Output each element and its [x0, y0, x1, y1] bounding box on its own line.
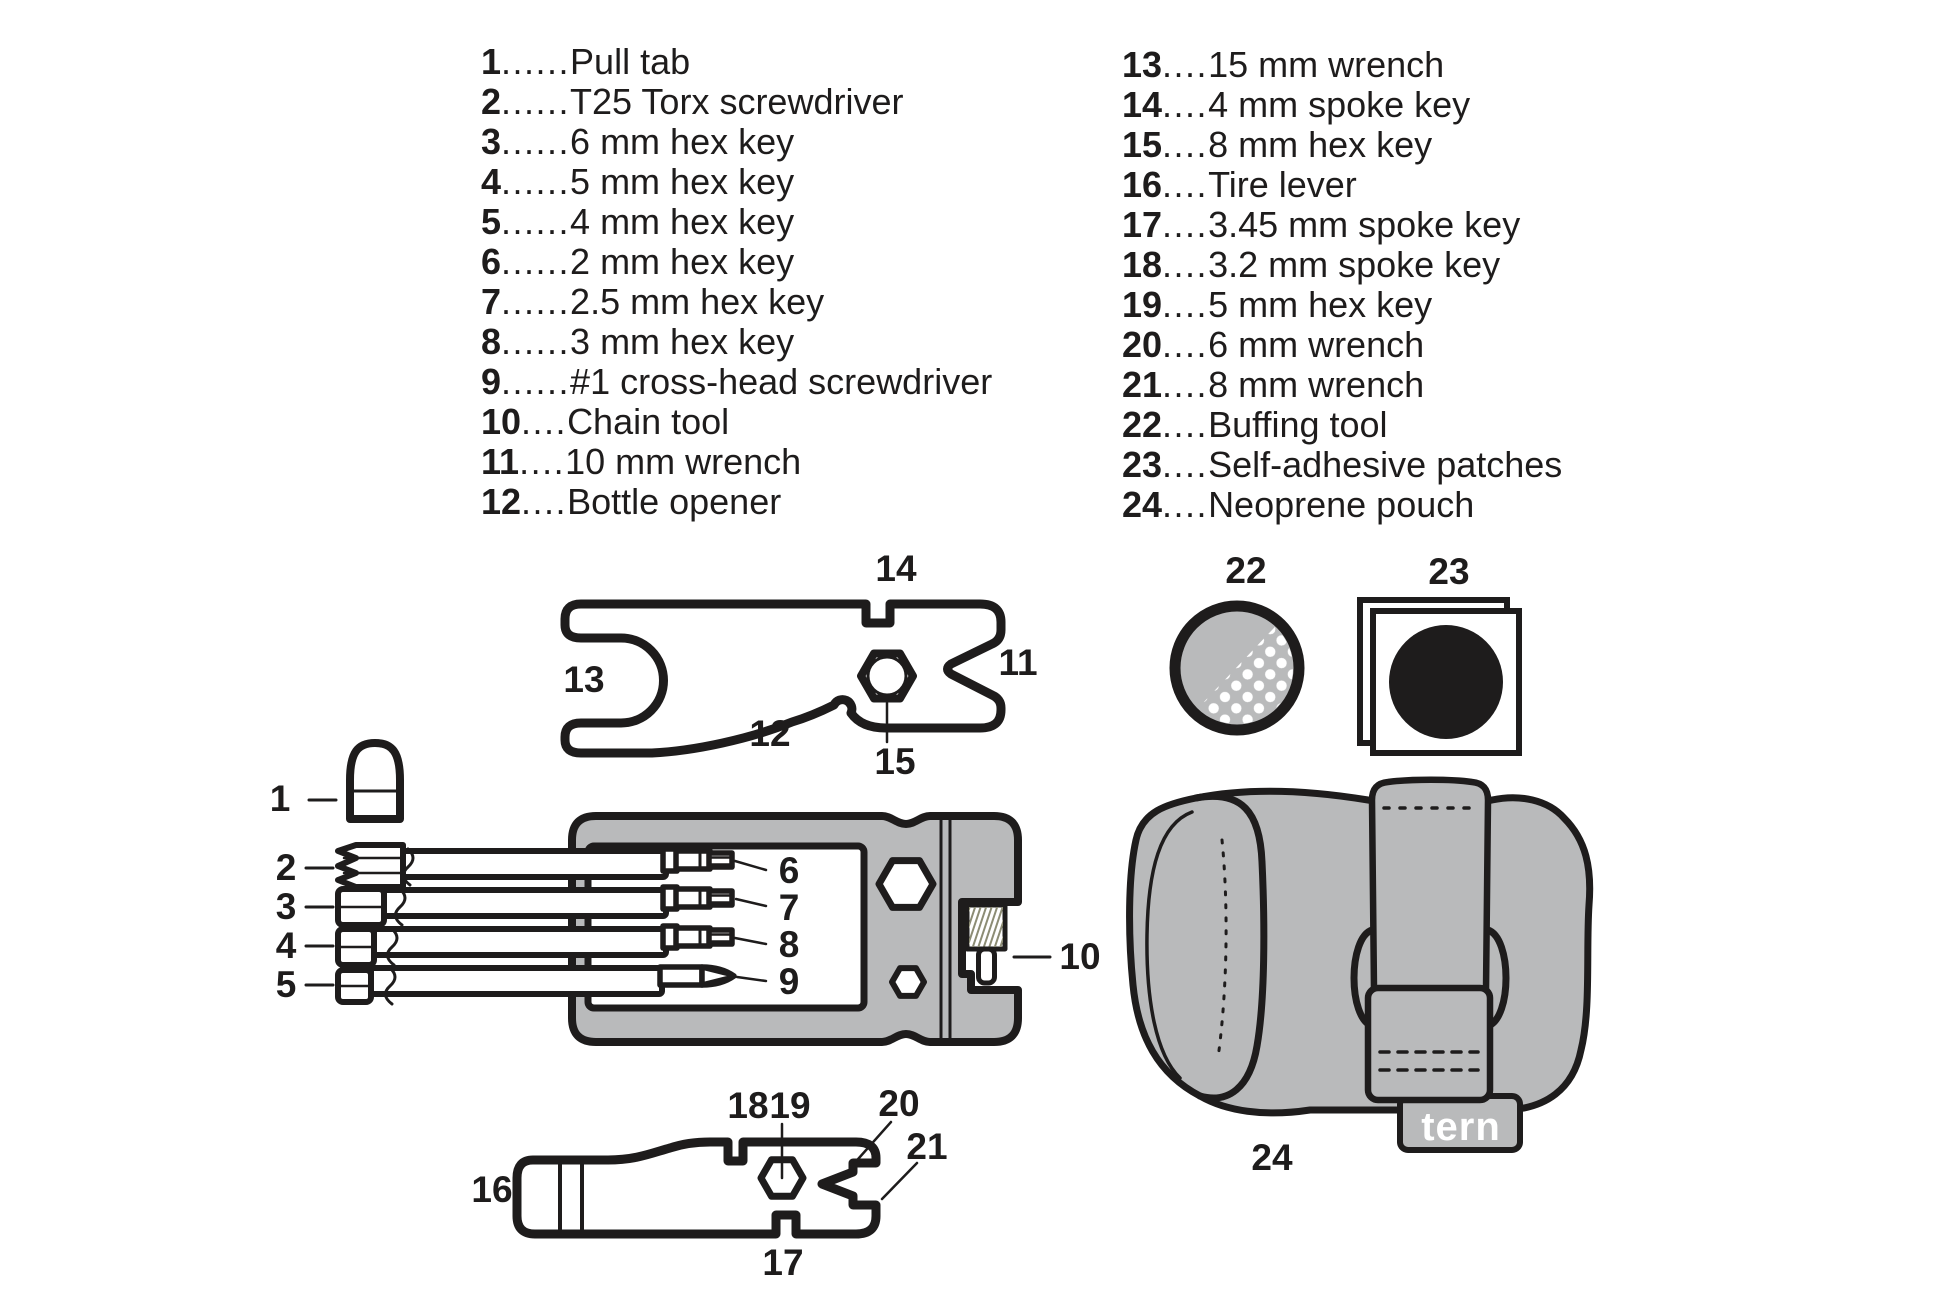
list-item: 17....3.45 mm spoke key — [1122, 204, 1521, 245]
list-item: 2......T25 Torx screwdriver — [481, 81, 904, 122]
callout-18: 18 — [727, 1085, 769, 1126]
patches — [1360, 600, 1519, 753]
neoprene-pouch — [1130, 780, 1590, 1150]
callout-10: 10 — [1059, 936, 1101, 977]
chain-tool-pin — [979, 949, 995, 983]
callout-1: 1 — [269, 778, 291, 819]
callout-23: 23 — [1428, 551, 1470, 592]
callout-15: 15 — [874, 741, 916, 782]
list-item: 1......Pull tab — [481, 41, 691, 82]
callout-5: 5 — [275, 964, 297, 1005]
tern-logo: tern — [1421, 1105, 1501, 1149]
callout-9: 9 — [778, 961, 800, 1002]
callout-24: 24 — [1251, 1137, 1293, 1178]
list-item: 15....8 mm hex key — [1122, 124, 1433, 165]
callout-8: 8 — [778, 924, 800, 965]
pouch-strap-buckle — [1368, 988, 1490, 1100]
list-item: 24....Neoprene pouch — [1122, 484, 1475, 525]
callout-3: 3 — [275, 886, 297, 927]
list-item: 11....10 mm wrench — [481, 441, 802, 482]
list-item: 8......3 mm hex key — [481, 321, 795, 362]
list-item: 16....Tire lever — [1122, 164, 1357, 205]
callout-7: 7 — [778, 887, 800, 928]
callout-21: 21 — [906, 1126, 948, 1167]
callout-4: 4 — [275, 925, 297, 966]
pouch-strap-top — [1372, 780, 1488, 990]
list-item: 14....4 mm spoke key — [1122, 84, 1471, 125]
list-item: 20....6 mm wrench — [1122, 324, 1425, 365]
list-item: 22....Buffing tool — [1122, 404, 1388, 445]
list-item: 4......5 mm hex key — [481, 161, 795, 202]
list-item: 12....Bottle opener — [481, 481, 782, 522]
list-item: 5......4 mm hex key — [481, 201, 795, 242]
callout-11: 11 — [998, 642, 1038, 683]
callout-17: 17 — [762, 1242, 804, 1283]
list-item: 23....Self-adhesive patches — [1122, 444, 1563, 485]
pull-tab — [309, 743, 400, 819]
callout-14: 14 — [875, 548, 917, 589]
callout-12: 12 — [749, 713, 791, 754]
list-item: 10....Chain tool — [481, 401, 730, 442]
list-item: 19....5 mm hex key — [1122, 284, 1433, 325]
callout-22: 22 — [1225, 550, 1267, 591]
list-item: 3......6 mm hex key — [481, 121, 795, 162]
callout-13: 13 — [563, 659, 605, 700]
torx-bit-head — [338, 845, 403, 887]
list-item: 6......2 mm hex key — [481, 241, 795, 282]
list-item: 18....3.2 mm spoke key — [1122, 244, 1501, 285]
callout-2: 2 — [275, 847, 297, 888]
callout-19: 19 — [769, 1085, 811, 1126]
tire-lever-tool — [517, 1122, 917, 1234]
callout-20: 20 — [878, 1083, 920, 1124]
list-item: 7......2.5 mm hex key — [481, 281, 825, 322]
callout-16: 16 — [471, 1169, 513, 1210]
hex-hole-small — [892, 968, 924, 996]
list-item: 13....15 mm wrench — [1122, 44, 1445, 85]
list-item: 21....8 mm wrench — [1122, 364, 1425, 405]
buffing-tool — [1163, 606, 1312, 742]
callout-6: 6 — [778, 850, 800, 891]
list-item: 9......#1 cross-head screwdriver — [481, 361, 993, 402]
hex-hole-large — [879, 861, 933, 908]
